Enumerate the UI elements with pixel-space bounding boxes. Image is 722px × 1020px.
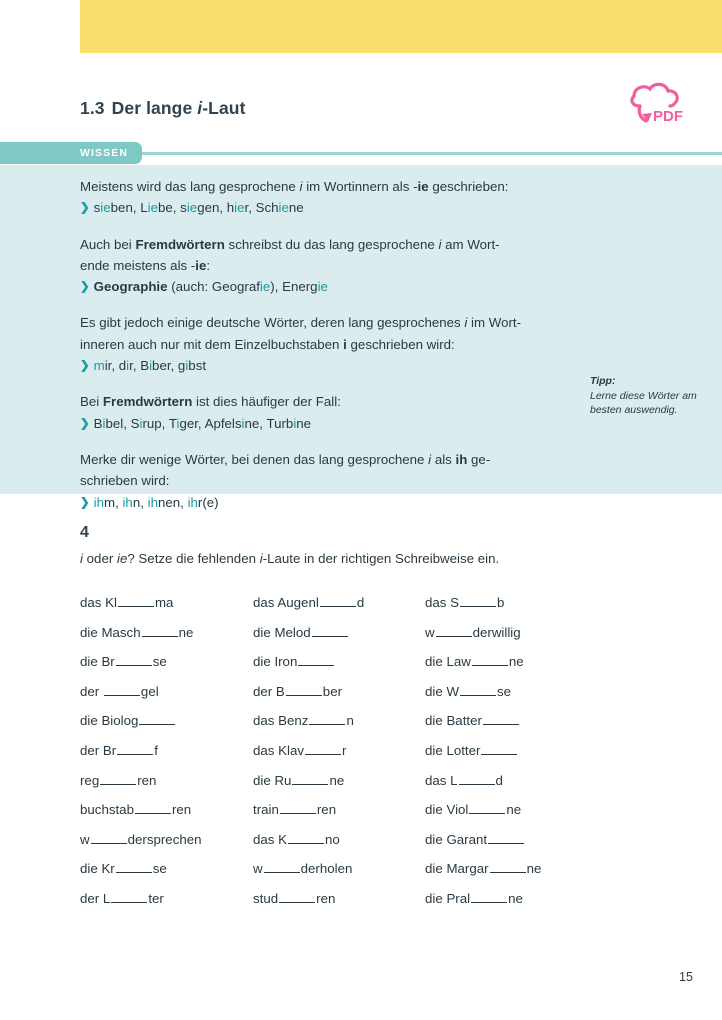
exercise-item[interactable] <box>425 858 680 879</box>
exercise-item-prefix: die Law <box>425 654 471 670</box>
wissen-lead-4-seg-2: als <box>431 451 456 467</box>
wissen-ex-3-seg-7: i <box>241 415 245 431</box>
exercise-item-prefix: der L <box>80 890 111 906</box>
exercise-item[interactable] <box>425 592 680 613</box>
wissen-lead-2-seg-1: i <box>464 315 468 331</box>
exercise-item-blank[interactable] <box>139 711 175 725</box>
wissen-example-line <box>80 197 580 220</box>
exercise-item-suffix: se <box>152 654 167 670</box>
exercise-item-prefix: die Iron <box>253 654 298 670</box>
exercise-item[interactable] <box>80 858 253 879</box>
exercise-item-prefix: das Augenl <box>253 595 319 610</box>
wissen-lead-1-seg-4: am Wort- <box>441 236 500 252</box>
svg-text:PDF: PDF <box>653 108 683 125</box>
exercise-item-suffix: ter <box>148 890 164 906</box>
exercise-item-suffix: dersprechen <box>127 831 202 847</box>
exercise-item-blank[interactable] <box>286 682 322 696</box>
exercise-item-prefix: die Pral <box>425 890 471 906</box>
exercise-items-grid <box>80 592 680 909</box>
exercise-item-suffix: ne <box>178 624 194 640</box>
ex-instr-seg-1: oder <box>82 551 117 566</box>
exercise-item[interactable] <box>253 770 425 791</box>
wissen-lead-0-seg-0: Meistens wird das lang gesprochene <box>80 179 300 194</box>
ex-instr-seg-3: ? Setze die fehlenden <box>127 551 260 566</box>
exercise-item-prefix: das S <box>425 595 460 610</box>
ex-instr-seg-0: i <box>80 551 83 566</box>
wissen-lead-4-seg-1: i <box>428 451 432 467</box>
exercise-item-prefix: das Kl <box>80 595 117 610</box>
wissen-ex-3-seg-8: ne, Turb <box>244 415 294 431</box>
wissen-example-line <box>80 413 580 436</box>
exercise-item-prefix: die Biolog <box>80 713 139 729</box>
exercise-item-blank[interactable] <box>471 889 507 903</box>
chevron-right-icon: ❯ <box>80 496 90 509</box>
wissen-ex-3-seg-0: B <box>93 415 103 431</box>
wissen-ex-3-seg-5: i <box>176 415 180 431</box>
wissen-ex-2-seg-1: ir, d <box>104 358 127 374</box>
ex-instr-seg-2: ie <box>116 551 128 566</box>
wissen-lead-1-seg-7: ie <box>195 257 207 273</box>
exercise-item-prefix: die Kr <box>80 861 115 877</box>
wissen-ex-3-seg-2: bel, S <box>105 415 140 431</box>
exercise-item-prefix: w <box>425 624 435 640</box>
exercise-item-blank[interactable] <box>142 623 178 637</box>
ex-instr-seg-4: i <box>259 551 263 566</box>
exercise-item[interactable] <box>80 651 253 672</box>
wissen-paragraph <box>80 176 580 221</box>
wissen-lead-1-seg-2: schreibst du das lang gesprochene <box>224 236 439 252</box>
exercise-item-suffix: ren <box>171 802 192 818</box>
exercise-item-suffix: ber <box>322 683 343 699</box>
exercise-item-prefix: die Garant <box>425 831 488 847</box>
wissen-ex-0-seg-4: be, s <box>158 200 187 216</box>
wissen-example-line <box>80 276 580 299</box>
wissen-ex-3-seg-10: ne <box>296 415 312 431</box>
exercise-item-blank[interactable] <box>100 771 136 785</box>
exercise-item-prefix: die Masch <box>80 624 141 640</box>
exercise-item-suffix: ne <box>329 772 345 788</box>
exercise-item[interactable] <box>425 888 680 909</box>
wissen-ex-2-seg-4: i <box>149 358 153 374</box>
wissen-ex-1-seg-1: (auch: Geograf <box>167 279 260 295</box>
wissen-ex-4-seg-4: ih <box>147 494 158 510</box>
exercise-item[interactable] <box>425 681 680 702</box>
wissen-example-line <box>80 355 580 378</box>
exercise-item-blank[interactable] <box>460 593 496 607</box>
exercise-item-suffix: ne <box>506 802 522 818</box>
tipp-title: Tipp: <box>590 375 616 387</box>
exercise-item-blank[interactable] <box>312 623 348 637</box>
wissen-lead-1-seg-1: Fremdwörtern <box>135 236 225 252</box>
wissen-ex-1-seg-2: ie <box>259 279 271 295</box>
chevron-right-icon: ❯ <box>80 281 90 294</box>
exercise-item-prefix: w <box>80 831 90 847</box>
wissen-ex-0-seg-7: ie <box>234 200 245 216</box>
exercise-item-blank[interactable] <box>104 682 140 696</box>
exercise-item-suffix: ma <box>154 595 174 610</box>
exercise-item-blank[interactable] <box>111 889 147 903</box>
exercise-item[interactable] <box>253 681 425 702</box>
exercise-item-prefix: die W <box>425 683 459 699</box>
wissen-ex-3-seg-1: i <box>102 415 106 431</box>
exercise-item-blank[interactable] <box>469 800 505 814</box>
exercise-instruction <box>80 551 499 566</box>
wissen-ex-0-seg-2: ben, L <box>110 200 148 216</box>
exercise-item-prefix: stud <box>253 890 279 906</box>
wissen-lead-3-seg-1: Fremdwörtern <box>102 394 193 410</box>
exercise-item[interactable] <box>253 651 425 672</box>
wissen-lead-4-seg-3: ih <box>455 451 468 467</box>
chapter-number: 1.3 <box>80 98 105 118</box>
exercise-item-blank[interactable] <box>280 800 316 814</box>
wissen-ex-3-seg-9: i <box>293 415 297 431</box>
top-yellow-banner <box>80 0 722 53</box>
wissen-ex-4-seg-3: n, <box>132 494 148 510</box>
exercise-item-blank[interactable] <box>118 593 154 607</box>
exercise-item-suffix: gel <box>140 683 159 699</box>
exercise-item-blank[interactable] <box>460 682 496 696</box>
wissen-lead-3-seg-2: ist dies häufiger der Fall: <box>192 394 341 410</box>
wissen-lead-2-seg-2: im Wort- <box>467 315 522 331</box>
exercise-item-prefix: buchstab <box>80 802 134 818</box>
wissen-example-line <box>80 492 580 515</box>
wissen-lead-0-seg-4: geschrieben: <box>428 179 509 194</box>
exercise-item-suffix: ne <box>526 861 542 877</box>
exercise-item-suffix: ren <box>316 802 337 818</box>
exercise-item-blank[interactable] <box>298 652 334 666</box>
exercise-item-prefix: reg <box>80 772 100 788</box>
exercise-item-suffix: n <box>346 713 354 729</box>
exercise-item-suffix: r <box>342 742 347 758</box>
cloud-download-pdf-icon[interactable] <box>626 80 684 126</box>
exercise-item-blank[interactable] <box>483 711 519 725</box>
exercise-item-prefix: die Batter <box>425 713 482 729</box>
exercise-item-blank[interactable] <box>292 771 328 785</box>
exercise-item-prefix: das Klav <box>253 742 304 758</box>
exercise-item[interactable] <box>80 799 253 820</box>
wissen-ex-2-seg-3: r, B <box>129 358 150 374</box>
wissen-ex-3-seg-3: i <box>139 415 143 431</box>
wissen-paragraph <box>80 449 580 515</box>
wissen-lead-2-seg-6: geschrieben wird: <box>346 336 455 352</box>
exercise-item[interactable] <box>425 770 680 791</box>
chevron-right-icon: ❯ <box>80 202 90 215</box>
ex-instr-seg-5: -Laute in der richtigen Schreibweise ein. <box>262 551 500 566</box>
wissen-lead-1-seg-8: : <box>206 257 211 273</box>
exercise-item[interactable] <box>80 829 253 850</box>
exercise-item[interactable] <box>425 799 680 820</box>
wissen-ex-3-seg-4: rup, T <box>142 415 177 431</box>
exercise-item-prefix: der <box>80 683 103 699</box>
chevron-right-icon: ❯ <box>80 360 90 373</box>
wissen-lead-0-seg-2: im Wortinnern als - <box>302 179 418 194</box>
wissen-lead-0-seg-3: ie <box>417 179 429 194</box>
wissen-lead-4-seg-4: ge- <box>467 451 491 467</box>
wissen-ex-0-seg-0: s <box>93 200 101 216</box>
exercise-item-prefix: w <box>253 861 263 877</box>
wissen-ex-0-seg-6: gen, h <box>197 200 235 216</box>
wissen-ex-3-seg-6: ger, Apfels <box>179 415 242 431</box>
exercise-item-prefix: das L <box>425 772 458 788</box>
exercise-item[interactable] <box>425 710 680 731</box>
exercise-item[interactable] <box>425 651 680 672</box>
exercise-item[interactable] <box>80 592 253 613</box>
exercise-item[interactable] <box>253 710 425 731</box>
exercise-item-blank[interactable] <box>472 652 508 666</box>
exercise-item[interactable] <box>80 888 253 909</box>
exercise-item-prefix: der B <box>253 683 285 699</box>
exercise-item[interactable] <box>425 622 680 643</box>
exercise-item-suffix: derholen <box>300 861 353 877</box>
exercise-item-blank[interactable] <box>264 859 300 873</box>
exercise-number: 4 <box>80 524 89 541</box>
exercise-item-suffix: ne <box>508 654 524 670</box>
exercise-item[interactable] <box>80 770 253 791</box>
exercise-item-prefix: der Br <box>80 742 117 758</box>
wissen-ex-0-seg-9: ie <box>278 200 289 216</box>
exercise-item-suffix: b <box>497 595 505 610</box>
exercise-item[interactable] <box>80 740 253 761</box>
exercise-item[interactable] <box>253 622 425 643</box>
chapter-title-part-1: Der lange <box>111 98 198 118</box>
page-number: 15 <box>679 970 693 984</box>
exercise-item-prefix: das K <box>253 831 288 847</box>
wissen-lead-0-seg-1: i <box>299 179 303 194</box>
exercise-item-prefix: train <box>253 802 279 818</box>
exercise-item-blank[interactable] <box>279 889 315 903</box>
chapter-title-part-2: -Laut <box>202 98 246 118</box>
exercise-item[interactable] <box>253 888 425 909</box>
exercise-item-blank[interactable] <box>490 859 526 873</box>
exercise-item-suffix: d <box>495 772 503 788</box>
exercise-item-blank[interactable] <box>135 800 171 814</box>
exercise-item-prefix: die Br <box>80 654 115 670</box>
exercise-item-suffix: ne <box>508 890 523 906</box>
wissen-ex-0-seg-1: ie <box>100 200 111 216</box>
wissen-lead-1-seg-3: i <box>438 236 442 252</box>
exercise-item[interactable] <box>80 710 253 731</box>
pdf-icon-svg <box>626 80 684 126</box>
wissen-ex-0-seg-3: ie <box>147 200 158 216</box>
exercise-item-blank[interactable] <box>116 859 152 873</box>
wissen-ex-4-seg-6: ih <box>187 494 198 510</box>
wissen-ex-1-seg-3: ), Energ <box>270 279 318 295</box>
exercise-item-blank[interactable] <box>91 830 127 844</box>
wissen-lead-4-seg-6: schrieben wird: <box>80 473 170 489</box>
tipp-note <box>590 374 710 418</box>
exercise-item-suffix: derwillig <box>472 624 521 640</box>
exercise-item-blank[interactable] <box>305 741 341 755</box>
exercise-item-blank[interactable] <box>117 741 153 755</box>
wissen-lead-2-seg-5: i <box>343 336 347 352</box>
exercise-item-suffix: no <box>325 831 340 847</box>
wissen-ex-4-seg-5: nen, <box>157 494 188 510</box>
exercise-item-suffix: ren <box>137 772 157 788</box>
exercise-item[interactable] <box>253 829 425 850</box>
exercise-item-prefix: die Lotter <box>425 742 481 758</box>
exercise-item-prefix: die Ru <box>253 772 292 788</box>
wissen-lead-3-seg-0: Bei <box>80 394 103 410</box>
exercise-item[interactable] <box>253 592 425 613</box>
exercise-item[interactable] <box>425 829 680 850</box>
wissen-ex-2-seg-5: ber, g <box>152 358 186 374</box>
exercise-item[interactable] <box>253 858 425 879</box>
wissen-tab-label: WISSEN <box>0 142 142 164</box>
wissen-ex-2-seg-6: i <box>185 358 189 374</box>
wissen-lead-1-seg-6: ende meistens als - <box>80 257 196 273</box>
wissen-ex-4-seg-7: r(e) <box>197 494 219 510</box>
wissen-ex-0-seg-10: ne <box>288 200 304 216</box>
exercise-item-blank[interactable] <box>116 652 152 666</box>
exercise-item-blank[interactable] <box>488 830 524 844</box>
exercise-item-suffix: d <box>356 595 365 610</box>
wissen-ex-0-seg-5: ie <box>186 200 198 216</box>
exercise-item-suffix: ren <box>316 890 336 906</box>
exercise-item-suffix: f <box>154 742 158 758</box>
wissen-lead-2-seg-4: inneren auch nur mit dem Einzelbuchstaben <box>80 336 344 352</box>
chapter-title-italic: i <box>197 98 203 118</box>
wissen-ex-4-seg-1: m, <box>104 494 123 510</box>
wissen-ex-4-seg-2: ih <box>122 494 133 510</box>
wissen-ex-1-seg-0: Geographie <box>93 279 168 295</box>
exercise-item-prefix: das Benz <box>253 713 309 729</box>
exercise-item-blank[interactable] <box>288 830 324 844</box>
wissen-paragraph <box>80 391 580 436</box>
exercise-item-prefix: die Margar <box>425 861 489 877</box>
wissen-paragraph <box>80 234 580 300</box>
wissen-ex-2-seg-0: m <box>93 358 105 374</box>
wissen-ex-4-seg-0: ih <box>93 494 104 510</box>
page-title <box>80 98 246 119</box>
exercise-item[interactable] <box>80 622 253 643</box>
wissen-lead-4-seg-0: Merke dir wenige Wörter, bei denen das lang gesprochene <box>80 451 429 467</box>
exercise-item[interactable] <box>80 681 253 702</box>
tipp-text: Lerne diese Wörter am besten auswendig. <box>590 389 697 417</box>
exercise-item-blank[interactable] <box>459 771 495 785</box>
wissen-ex-0-seg-8: r, Sch <box>244 200 279 216</box>
exercise-item-prefix: die Viol <box>425 802 469 818</box>
exercise-item-suffix: se <box>497 683 512 699</box>
wissen-lead-1-seg-0: Auch bei <box>80 236 136 252</box>
exercise-item-prefix: die Melod <box>253 624 311 640</box>
wissen-ex-2-seg-2: i <box>126 358 130 374</box>
exercise-item-suffix: se <box>152 861 167 877</box>
exercise-item-blank[interactable] <box>436 623 472 637</box>
wissen-paragraph <box>80 312 580 378</box>
chevron-right-icon: ❯ <box>80 417 90 430</box>
wissen-ex-2-seg-7: bst <box>188 358 207 374</box>
exercise-item-blank[interactable] <box>320 593 356 607</box>
exercise-item-blank[interactable] <box>481 741 517 755</box>
exercise-item-blank[interactable] <box>309 711 345 725</box>
wissen-content <box>80 176 580 515</box>
wissen-ex-1-seg-4: ie <box>317 279 328 295</box>
exercise-item[interactable] <box>425 740 680 761</box>
exercise-item[interactable] <box>253 740 425 761</box>
wissen-lead-2-seg-0: Es gibt jedoch einige deutsche Wörter, deren lang gesprochenes <box>80 315 465 331</box>
exercise-item[interactable] <box>253 799 425 820</box>
